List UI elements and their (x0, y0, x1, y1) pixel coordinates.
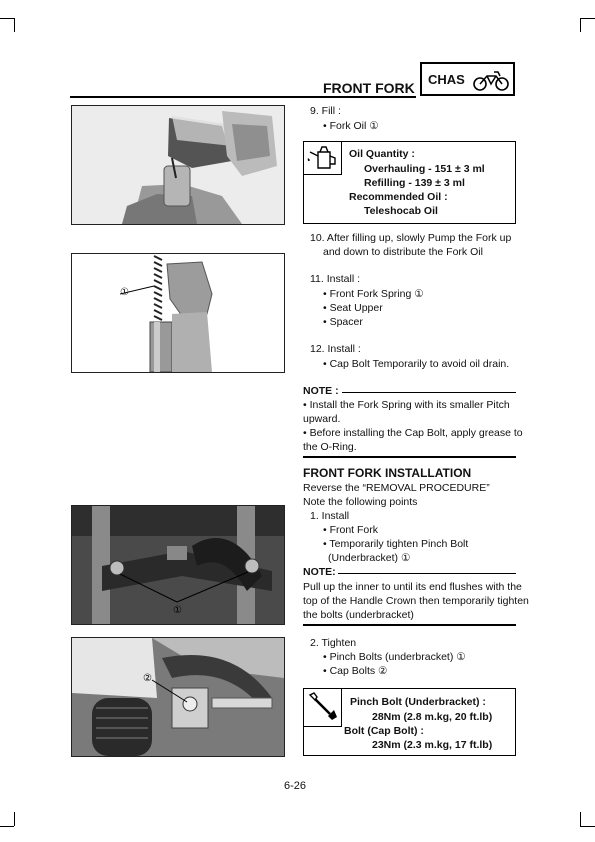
note1-label: NOTE : (303, 385, 339, 397)
step9-title: 9. Fill : (310, 105, 341, 117)
note1-line4: the O-Ring. (303, 441, 357, 453)
inst-step1-item2b: (Underbracket) ① (328, 552, 411, 564)
note2-label: NOTE: (303, 566, 336, 578)
note1-line1: • Install the Fork Spring with its smaller Pitch (303, 399, 510, 411)
tighten-step2-item1: • Pinch Bolts (underbracket) ① (323, 651, 466, 663)
note1-line3: • Before installing the Cap Bolt, apply grease to (303, 427, 523, 439)
section-badge (420, 62, 515, 96)
torque-spec-line1: Pinch Bolt (Underbracket) : (350, 696, 486, 708)
step12-title: 12. Install : (310, 343, 361, 355)
note2-bottom-rule (303, 624, 516, 626)
page-number: 6-26 (284, 780, 307, 792)
step11-title: 11. Install : (310, 273, 360, 285)
torque-spec-box (303, 688, 516, 756)
fork-oil-pouring-image (72, 106, 284, 224)
note1-bottom-rule (303, 456, 516, 458)
torque-spec-line3: Bolt (Cap Bolt) : (344, 725, 424, 737)
header-rule (70, 96, 416, 98)
section-badge-label: CHAS (428, 72, 465, 87)
step10-line2: and down to distribute the Fork Oil (323, 246, 483, 258)
oil-spec-line1: Oil Quantity : (349, 148, 415, 160)
installation-line2: Note the following points (303, 496, 418, 508)
photo-fill-fork-oil (71, 105, 285, 225)
note2-top-rule (338, 573, 516, 574)
crop-mark-bl-v (14, 812, 15, 826)
inst-step1-item2: • Temporarily tighten Pinch Bolt (323, 538, 469, 550)
crop-mark-bl-h (0, 826, 14, 827)
motorcycle-icon (472, 67, 510, 93)
oil-spec-icon-cell (304, 142, 342, 175)
oil-spec-line2: Overhauling - 151 ± 3 ml (364, 163, 485, 175)
note1-top-rule (342, 392, 516, 393)
crop-mark-tr-v (580, 18, 581, 32)
note2-line2: top of the Handle Crown then temporarily tighten (303, 595, 529, 607)
note1-line2: upward. (303, 413, 341, 425)
installation-title: FRONT FORK INSTALLATION (303, 466, 472, 480)
torque-spec-icon-cell (304, 689, 342, 727)
oil-spec-line5: Teleshocab Oil (364, 205, 438, 217)
photo-underbracket (71, 505, 285, 625)
note2-line3: the bolts (underbracket) (303, 609, 414, 621)
crop-mark-tl-h (0, 18, 14, 19)
crop-mark-br-v (580, 812, 581, 826)
note2-line1: Pull up the inner to until its end flushes with the (303, 581, 522, 593)
step11-item3: • Spacer (323, 316, 363, 328)
photo3-callout-1: ① (173, 605, 182, 616)
step11-item1: • Front Fork Spring ① (323, 288, 424, 300)
step10-line1: 10. After filling up, slowly Pump the Fork up (310, 232, 512, 244)
step9-item: • Fork Oil ① (323, 120, 379, 132)
photo4-callout-2: ② (143, 673, 152, 684)
photo-fork-spring (71, 253, 285, 373)
installation-line1: Reverse the “REMOVAL PROCEDURE” (303, 482, 490, 494)
crop-mark-tl-v (14, 18, 15, 32)
photo2-callout-1: ① (120, 287, 129, 298)
photo-cap-bolt (71, 637, 285, 757)
oil-can-icon (304, 142, 340, 173)
crop-mark-br-h (580, 826, 595, 827)
tighten-step2-item2: • Cap Bolts ② (323, 665, 388, 677)
page-title: FRONT FORK (323, 80, 415, 96)
cap-bolt-image (72, 638, 284, 756)
inst-step1-title: 1. Install (310, 510, 350, 522)
oil-spec-box (303, 141, 516, 224)
fork-spring-image (72, 254, 284, 372)
torque-spec-line4: 23Nm (2.3 m.kg, 17 ft.lb) (372, 739, 493, 751)
inst-step1-item1: • Front Fork (323, 524, 379, 536)
oil-spec-line4: Recommended Oil : (349, 191, 448, 203)
tighten-step2-title: 2. Tighten (310, 637, 357, 649)
crop-mark-tr-h (580, 18, 595, 19)
step12-item1: • Cap Bolt Temporarily to avoid oil drain. (323, 358, 510, 370)
torque-spec-line2: 28Nm (2.8 m.kg, 20 ft.lb) (372, 711, 493, 723)
wrench-icon (304, 689, 340, 725)
oil-spec-line3: Refilling - 139 ± 3 ml (364, 177, 465, 189)
step11-item2: • Seat Upper (323, 302, 383, 314)
